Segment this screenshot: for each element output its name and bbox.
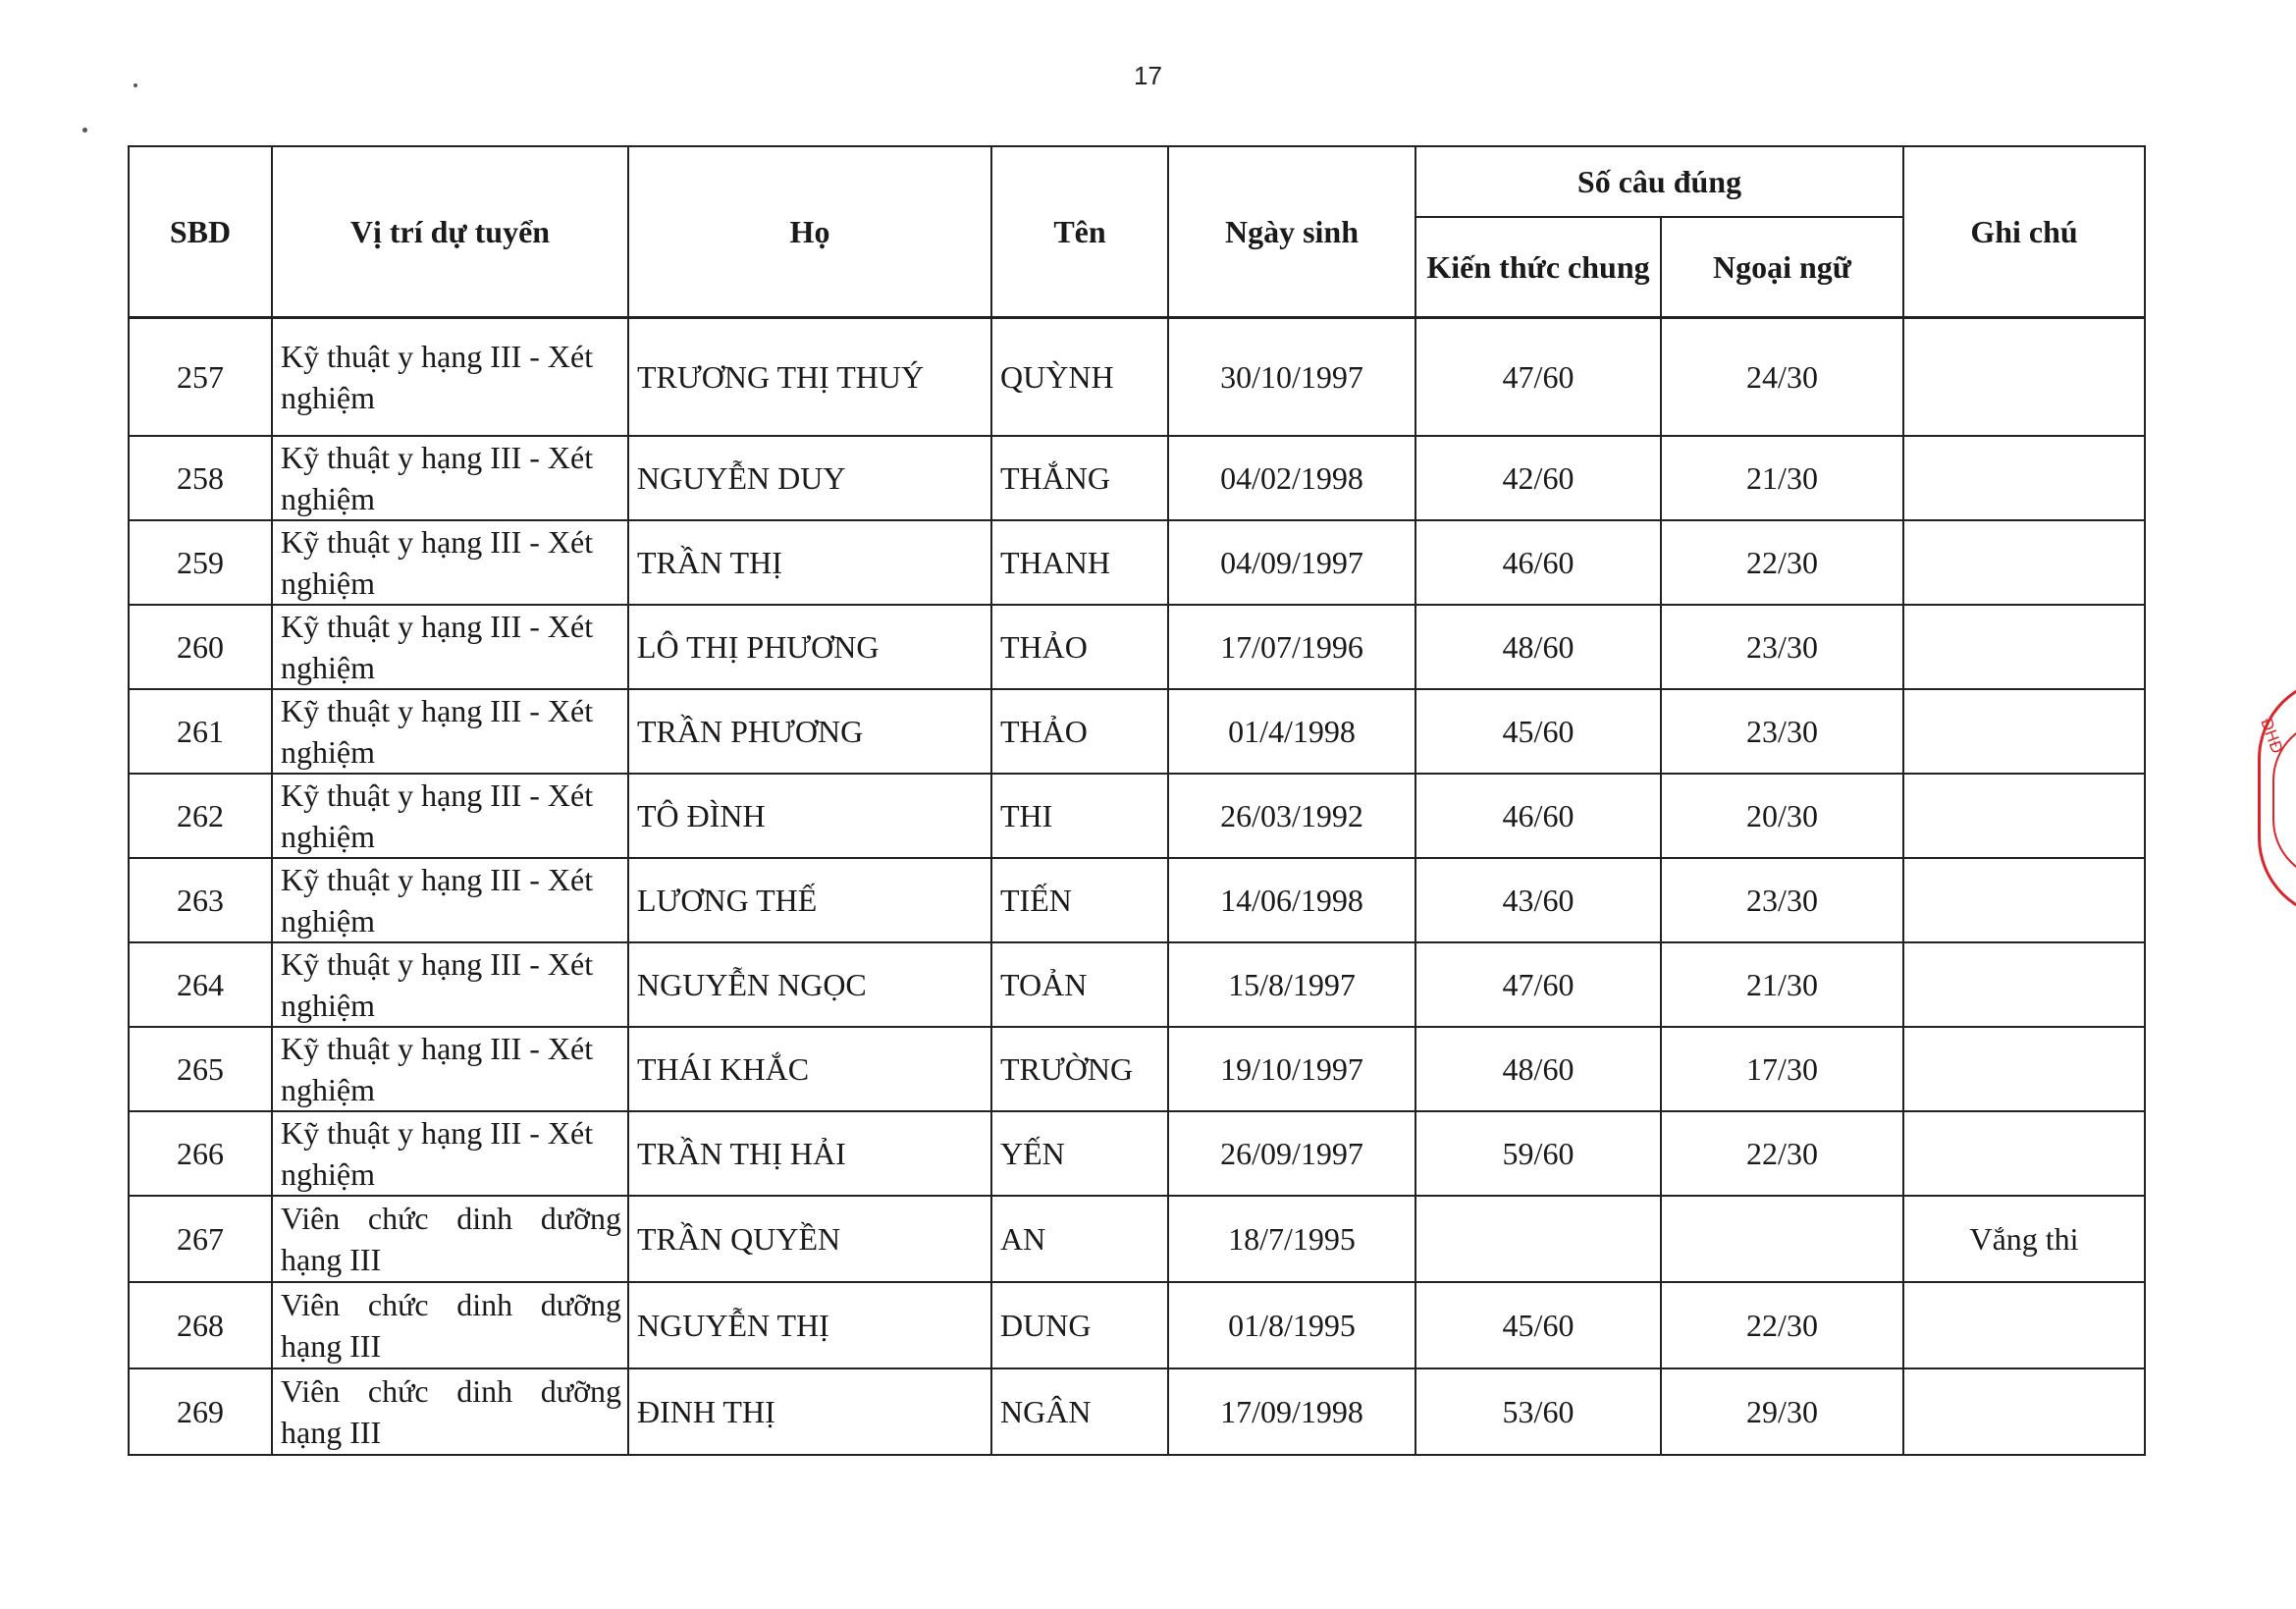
cell-dob: 19/10/1997 [1168, 1027, 1415, 1111]
scan-speck [82, 128, 87, 133]
table-row [129, 1282, 2145, 1368]
cell-first-name: AN [991, 1196, 1168, 1282]
cell-first-name: NGÂN [991, 1368, 1168, 1455]
cell-first-name: DUNG [991, 1282, 1168, 1368]
cell-dob: 30/10/1997 [1168, 318, 1415, 437]
cell-general-knowledge: 45/60 [1415, 1282, 1661, 1368]
cell-sbd: 258 [129, 436, 272, 520]
cell-last-name: TRƯƠNG THỊ THUÝ [628, 318, 991, 437]
table-row [129, 1027, 2145, 1111]
cell-first-name: TIẾN [991, 858, 1168, 942]
cell-sbd: 267 [129, 1196, 272, 1282]
cell-note [1903, 1368, 2145, 1455]
results-table [128, 145, 2146, 1456]
cell-foreign-language: 22/30 [1661, 520, 1903, 605]
cell-note [1903, 520, 2145, 605]
cell-note [1903, 605, 2145, 689]
cell-foreign-language: 22/30 [1661, 1282, 1903, 1368]
table-row [129, 436, 2145, 520]
cell-general-knowledge: 59/60 [1415, 1111, 1661, 1196]
stamp-text: ĐHĐ [2257, 716, 2287, 757]
cell-general-knowledge: 46/60 [1415, 774, 1661, 858]
cell-position: Kỹ thuật y hạng III - Xét nghiệm [272, 318, 628, 437]
header-dob: Ngày sinh [1168, 146, 1415, 318]
cell-last-name: THÁI KHẮC [628, 1027, 991, 1111]
cell-last-name: NGUYỄN DUY [628, 436, 991, 520]
cell-first-name: THI [991, 774, 1168, 858]
cell-note [1903, 318, 2145, 437]
cell-first-name: THẮNG [991, 436, 1168, 520]
cell-position: Viên chức dinh dưỡng hạng III [272, 1282, 628, 1368]
cell-last-name: LƯƠNG THẾ [628, 858, 991, 942]
cell-general-knowledge: 47/60 [1415, 318, 1661, 437]
page-number: 17 [1134, 61, 1162, 90]
table-row [129, 1368, 2145, 1455]
cell-sbd: 269 [129, 1368, 272, 1455]
cell-foreign-language: 23/30 [1661, 605, 1903, 689]
cell-dob: 18/7/1995 [1168, 1196, 1415, 1282]
cell-position: Kỹ thuật y hạng III - Xét nghiệm [272, 1027, 628, 1111]
cell-general-knowledge: 43/60 [1415, 858, 1661, 942]
cell-sbd: 262 [129, 774, 272, 858]
table-row [129, 605, 2145, 689]
header-general-knowledge: Kiến thức chung [1415, 217, 1661, 318]
cell-last-name: TRẦN THỊ [628, 520, 991, 605]
cell-foreign-language: 29/30 [1661, 1368, 1903, 1455]
cell-sbd: 263 [129, 858, 272, 942]
table-row [129, 318, 2145, 437]
cell-general-knowledge: 53/60 [1415, 1368, 1661, 1455]
cell-sbd: 259 [129, 520, 272, 605]
cell-last-name: TÔ ĐÌNH [628, 774, 991, 858]
cell-first-name: THẢO [991, 605, 1168, 689]
results-body [129, 318, 2145, 1456]
table-row [129, 1196, 2145, 1282]
cell-note [1903, 1282, 2145, 1368]
cell-sbd: 257 [129, 318, 272, 437]
cell-first-name: THANH [991, 520, 1168, 605]
cell-general-knowledge: 46/60 [1415, 520, 1661, 605]
cell-sbd: 264 [129, 942, 272, 1027]
cell-foreign-language [1661, 1196, 1903, 1282]
scan-speck [133, 83, 137, 87]
cell-last-name: TRẦN QUYỀN [628, 1196, 991, 1282]
table-row [129, 689, 2145, 774]
cell-general-knowledge: 45/60 [1415, 689, 1661, 774]
cell-foreign-language: 21/30 [1661, 942, 1903, 1027]
cell-dob: 14/06/1998 [1168, 858, 1415, 942]
cell-note [1903, 774, 2145, 858]
header-first-name: Tên [991, 146, 1168, 318]
cell-last-name: NGUYỄN NGỌC [628, 942, 991, 1027]
cell-sbd: 261 [129, 689, 272, 774]
header-last-name: Họ [628, 146, 991, 318]
cell-first-name: TOẢN [991, 942, 1168, 1027]
cell-position: Kỹ thuật y hạng III - Xét nghiệm [272, 689, 628, 774]
cell-last-name: TRẦN THỊ HẢI [628, 1111, 991, 1196]
cell-first-name: QUỲNH [991, 318, 1168, 437]
cell-note [1903, 436, 2145, 520]
header-correct-answers: Số câu đúng [1415, 146, 1903, 217]
cell-general-knowledge: 48/60 [1415, 1027, 1661, 1111]
cell-position: Kỹ thuật y hạng III - Xét nghiệm [272, 774, 628, 858]
cell-note [1903, 858, 2145, 942]
cell-dob: 17/09/1998 [1168, 1368, 1415, 1455]
cell-sbd: 268 [129, 1282, 272, 1368]
table-row [129, 858, 2145, 942]
cell-dob: 26/03/1992 [1168, 774, 1415, 858]
cell-dob: 15/8/1997 [1168, 942, 1415, 1027]
cell-last-name: TRẦN PHƯƠNG [628, 689, 991, 774]
header-foreign-language: Ngoại ngữ [1661, 217, 1903, 318]
cell-foreign-language: 21/30 [1661, 436, 1903, 520]
table-row [129, 942, 2145, 1027]
cell-position: Kỹ thuật y hạng III - Xét nghiệm [272, 605, 628, 689]
table-row [129, 774, 2145, 858]
cell-position: Kỹ thuật y hạng III - Xét nghiệm [272, 858, 628, 942]
cell-position: Viên chức dinh dưỡng hạng III [272, 1196, 628, 1282]
header-note: Ghi chú [1903, 146, 2145, 318]
table-row [129, 520, 2145, 605]
cell-position: Kỹ thuật y hạng III - Xét nghiệm [272, 942, 628, 1027]
cell-dob: 04/02/1998 [1168, 436, 1415, 520]
cell-position: Kỹ thuật y hạng III - Xét nghiệm [272, 1111, 628, 1196]
cell-dob: 04/09/1997 [1168, 520, 1415, 605]
cell-foreign-language: 24/30 [1661, 318, 1903, 437]
cell-foreign-language: 17/30 [1661, 1027, 1903, 1111]
cell-foreign-language: 22/30 [1661, 1111, 1903, 1196]
cell-last-name: NGUYỄN THỊ [628, 1282, 991, 1368]
cell-general-knowledge: 48/60 [1415, 605, 1661, 689]
cell-note: Vắng thi [1903, 1196, 2145, 1282]
cell-foreign-language: 20/30 [1661, 774, 1903, 858]
header-position: Vị trí dự tuyển [272, 146, 628, 318]
cell-position: Kỹ thuật y hạng III - Xét nghiệm [272, 436, 628, 520]
cell-general-knowledge [1415, 1196, 1661, 1282]
cell-note [1903, 1027, 2145, 1111]
cell-dob: 17/07/1996 [1168, 605, 1415, 689]
cell-note [1903, 942, 2145, 1027]
cell-last-name: LÔ THỊ PHƯƠNG [628, 605, 991, 689]
cell-sbd: 260 [129, 605, 272, 689]
cell-dob: 01/4/1998 [1168, 689, 1415, 774]
cell-note [1903, 689, 2145, 774]
cell-first-name: THẢO [991, 689, 1168, 774]
cell-note [1903, 1111, 2145, 1196]
cell-position: Viên chức dinh dưỡng hạng III [272, 1368, 628, 1455]
cell-last-name: ĐINH THỊ [628, 1368, 991, 1455]
cell-dob: 26/09/1997 [1168, 1111, 1415, 1196]
cell-position: Kỹ thuật y hạng III - Xét nghiệm [272, 520, 628, 605]
cell-first-name: TRƯỜNG [991, 1027, 1168, 1111]
header-sbd: SBD [129, 146, 272, 318]
cell-foreign-language: 23/30 [1661, 858, 1903, 942]
cell-foreign-language: 23/30 [1661, 689, 1903, 774]
cell-first-name: YẾN [991, 1111, 1168, 1196]
cell-general-knowledge: 42/60 [1415, 436, 1661, 520]
cell-sbd: 266 [129, 1111, 272, 1196]
red-seal-stamp [2258, 677, 2296, 919]
cell-sbd: 265 [129, 1027, 272, 1111]
cell-dob: 01/8/1995 [1168, 1282, 1415, 1368]
cell-general-knowledge: 47/60 [1415, 942, 1661, 1027]
table-row [129, 1111, 2145, 1196]
